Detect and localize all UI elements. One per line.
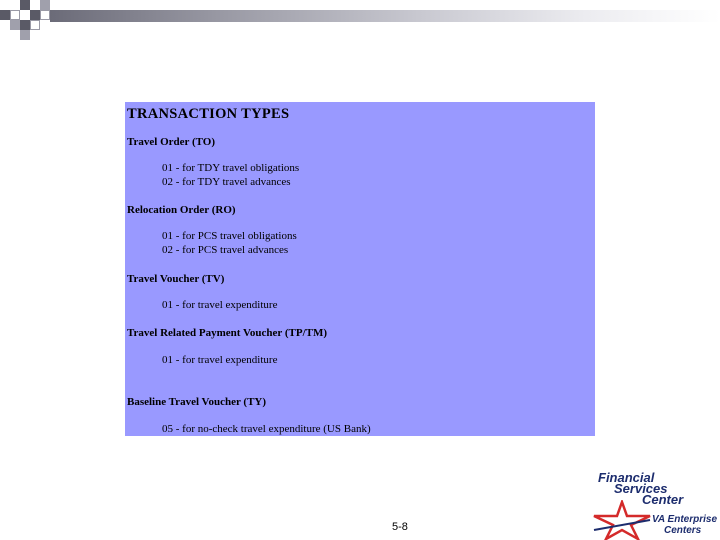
panel-title: TRANSACTION TYPES bbox=[127, 106, 290, 122]
section-heading-travel-related-payment-voucher: Travel Related Payment Voucher (TP/TM) bbox=[127, 327, 328, 339]
deco-square bbox=[30, 10, 40, 20]
section-heading-relocation-order: Relocation Order (RO) bbox=[127, 204, 236, 216]
list-item: 05 - for no-check travel expenditure (US Bank) bbox=[162, 423, 371, 435]
financial-services-center-logo bbox=[592, 470, 720, 540]
deco-square bbox=[0, 10, 10, 20]
decorative-header-band bbox=[0, 0, 720, 50]
logo-text-line: VA Enterprise bbox=[652, 514, 718, 525]
section-heading-travel-order: Travel Order (TO) bbox=[127, 136, 215, 148]
section-heading-baseline-travel-voucher: Baseline Travel Voucher (TY) bbox=[127, 396, 267, 408]
list-item: 01 - for TDY travel obligations bbox=[162, 162, 300, 174]
list-item: 01 - for travel expenditure bbox=[162, 299, 278, 311]
logo-text-line: Center bbox=[642, 492, 684, 507]
deco-square bbox=[40, 0, 50, 10]
logo-text-line: Financial bbox=[598, 470, 655, 485]
list-item: 02 - for PCS travel advances bbox=[162, 244, 289, 256]
deco-square bbox=[20, 0, 30, 10]
deco-square bbox=[10, 10, 20, 20]
deco-square bbox=[30, 20, 40, 30]
deco-square bbox=[40, 10, 50, 20]
logo-text-line: Centers bbox=[664, 525, 702, 536]
transaction-types-panel bbox=[125, 102, 595, 436]
list-item: 01 - for PCS travel obligations bbox=[162, 230, 297, 242]
list-item: 01 - for travel expenditure bbox=[162, 354, 278, 366]
deco-square bbox=[20, 30, 30, 40]
section-heading-travel-voucher: Travel Voucher (TV) bbox=[127, 273, 225, 285]
logo-text-line: Services bbox=[614, 481, 668, 496]
deco-square bbox=[20, 20, 30, 30]
deco-square bbox=[10, 20, 20, 30]
page-number: 5-8 bbox=[392, 521, 408, 533]
list-item: 02 - for TDY travel advances bbox=[162, 176, 291, 188]
header-gradient-bar bbox=[50, 10, 720, 22]
